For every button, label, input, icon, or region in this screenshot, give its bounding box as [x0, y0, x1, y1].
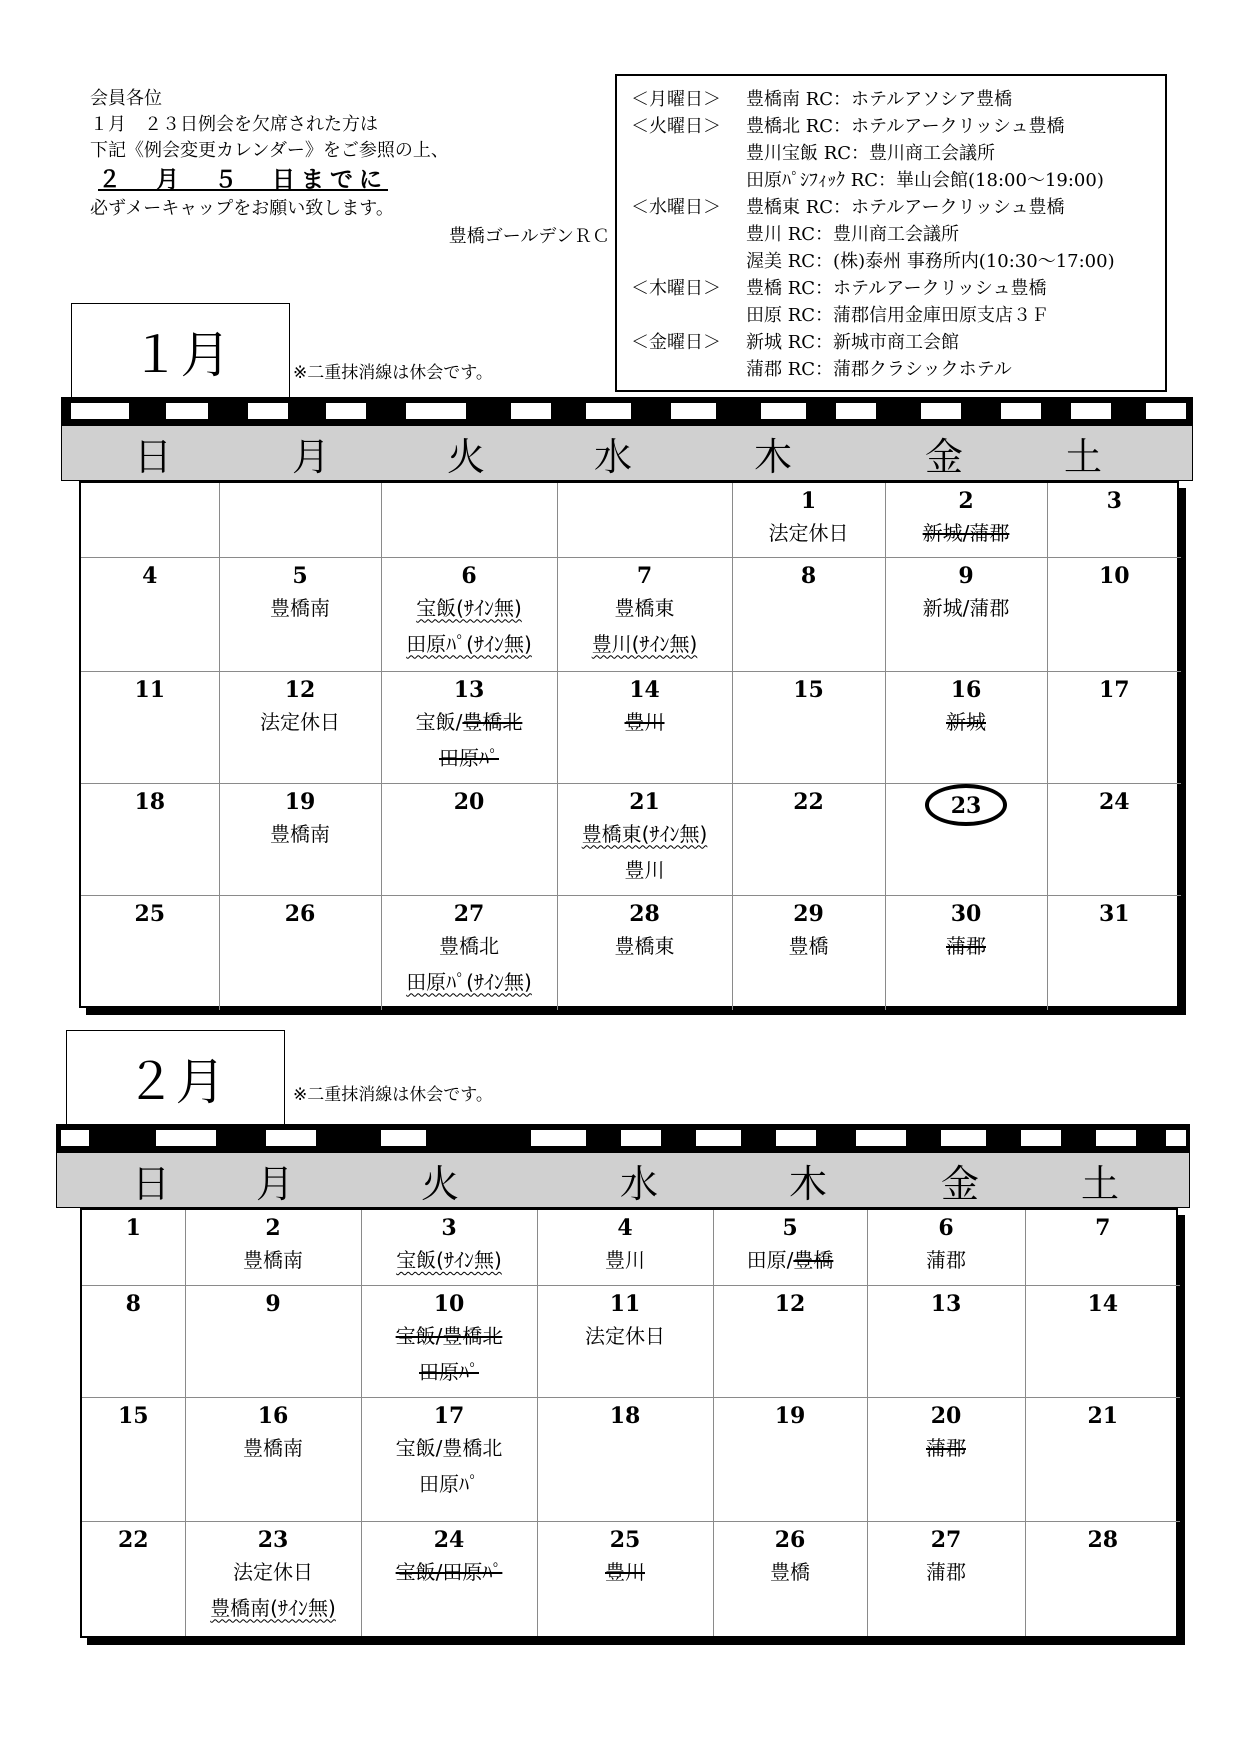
february-grid — [80, 1208, 1178, 1638]
weekday-wed: 水 — [619, 1162, 659, 1206]
venue-row — [631, 113, 1153, 140]
day-cell — [732, 783, 885, 895]
day-number: 25 — [609, 1526, 641, 1553]
january-calendar — [61, 397, 1193, 1014]
day-cell — [537, 1397, 713, 1521]
february-table — [82, 1210, 1180, 1636]
day-number: 20 — [930, 1402, 962, 1429]
day-number: 2 — [265, 1215, 281, 1241]
venue-row — [631, 140, 1153, 167]
day-cell — [885, 557, 1047, 671]
club-venue-box — [615, 74, 1167, 392]
day-cell — [1047, 671, 1181, 783]
january-grid — [79, 481, 1179, 1008]
day-number: 8 — [800, 562, 817, 589]
venue-row — [631, 248, 1153, 275]
event: 豊橋南 — [243, 1435, 303, 1460]
venue-text: 蒲郡 RC：蒲郡クラシックホテル — [746, 359, 1012, 380]
day-cell — [219, 483, 381, 557]
weekday-wed: 水 — [593, 435, 633, 479]
notice-text — [90, 86, 610, 250]
day-cell — [1047, 557, 1181, 671]
event: 豊川 — [605, 1248, 645, 1272]
day-number: 22 — [117, 1526, 149, 1553]
day-number: 12 — [774, 1290, 806, 1317]
event: 法定休日 — [260, 709, 340, 734]
notice-line-4: 必ずメーキャップをお願い致します。 — [90, 198, 394, 219]
event-no-sign: 豊橋南(ｻｲﾝ無) — [210, 1595, 336, 1620]
day-number: 26 — [284, 900, 316, 927]
event: 豊橋南 — [270, 595, 330, 620]
event-cancelled: 豊川 — [624, 709, 665, 734]
event: 宝飯/ — [415, 709, 463, 734]
weekday-label: ＜月曜日＞ — [631, 89, 721, 110]
day-number: 19 — [284, 788, 316, 815]
event-no-sign: 豊橋東(ｻｲﾝ無) — [581, 821, 708, 846]
day-cell — [732, 557, 885, 671]
notice-line-1: 会員各位 — [90, 88, 162, 109]
event-cancelled: 新城 — [946, 709, 986, 734]
day-cell — [867, 1210, 1025, 1285]
day-cell — [81, 895, 219, 1010]
day-cell — [867, 1397, 1025, 1521]
day-number: 25 — [134, 900, 166, 927]
day-cell — [867, 1521, 1025, 1636]
day-cell — [82, 1210, 185, 1285]
day-cell — [713, 1521, 867, 1636]
event-cancelled: 宝飯/豊橋北 — [395, 1323, 503, 1348]
day-number: 12 — [284, 676, 316, 703]
february-note: ※二重抹消線は休会です。 — [293, 1085, 493, 1105]
day-cell — [537, 1210, 713, 1285]
day-cell — [81, 557, 219, 671]
day-cell — [1025, 1285, 1180, 1397]
venue-text: 豊橋南 RC：ホテルアソシア豊橋 — [746, 89, 1013, 110]
event-no-sign: 宝飯(ｻｲﾝ無) — [396, 1248, 502, 1272]
day-number: 22 — [793, 788, 824, 815]
weekday-label: ＜水曜日＞ — [631, 197, 721, 218]
day-number: 23 — [257, 1526, 289, 1553]
event-cancelled: 蒲郡 — [926, 1435, 966, 1460]
weekday-sat: 土 — [1080, 1162, 1120, 1206]
venue-text: 豊橋 RC：ホテルアークリッシュ豊橋 — [746, 278, 1047, 299]
day-cell — [537, 1521, 713, 1636]
day-cell — [381, 783, 557, 895]
day-cell — [1047, 483, 1181, 557]
day-cell — [381, 895, 557, 1010]
day-cell — [219, 895, 381, 1010]
notice-line-2: １月 ２３日例会を欠席された方は — [90, 114, 378, 135]
day-number: 15 — [117, 1402, 149, 1429]
january-note: ※二重抹消線は休会です。 — [293, 363, 493, 383]
venue-row — [631, 302, 1153, 329]
decorative-stripe — [61, 397, 1193, 425]
day-cell — [82, 1397, 185, 1521]
venue-row — [631, 356, 1153, 383]
day-number: 17 — [433, 1402, 465, 1429]
event: 法定休日 — [585, 1323, 665, 1348]
event: 田原/ — [746, 1248, 794, 1272]
event-cancelled: 蒲郡 — [946, 933, 986, 958]
day-cell — [885, 671, 1047, 783]
day-number: 6 — [461, 562, 477, 589]
day-number: 4 — [617, 1215, 633, 1241]
venue-text: 豊川宝飯 RC：豊川商工会議所 — [746, 143, 996, 164]
event: 新城/蒲郡 — [922, 595, 1010, 620]
day-cell — [557, 895, 732, 1010]
day-cell — [1047, 895, 1181, 1010]
day-cell — [361, 1210, 537, 1285]
event-no-sign: 豊川(ｻｲﾝ無) — [591, 631, 698, 656]
day-number: 28 — [629, 900, 660, 927]
week-row — [82, 1397, 1180, 1521]
day-number: 30 — [950, 900, 982, 927]
week-row — [81, 895, 1181, 1010]
event-no-sign: 田原ﾊﾟ(ｻｲﾝ無) — [406, 631, 532, 656]
event: 田原ﾊﾟ — [419, 1471, 479, 1496]
event: 豊橋 — [770, 1559, 810, 1584]
event-no-sign: 田原ﾊﾟ(ｻｲﾝ無) — [406, 969, 532, 994]
day-number: 13 — [930, 1290, 962, 1317]
day-number: 18 — [134, 788, 166, 815]
day-cell — [81, 483, 219, 557]
venue-row — [631, 86, 1153, 113]
highlighted-day: 23 — [925, 784, 1008, 826]
day-cell — [885, 783, 1047, 895]
venue-text: 田原ﾊﾟｼﾌｨｯｸ RC：崋山会館(18:00～19:00) — [746, 170, 1104, 191]
day-number: 7 — [1095, 1215, 1111, 1241]
venue-text: 田原 RC：蒲郡信用金庫田原支店３Ｆ — [746, 305, 1050, 326]
week-row — [81, 483, 1181, 557]
venue-text: 新城 RC：新城市商工会館 — [746, 332, 960, 353]
event: 豊橋東 — [614, 933, 675, 958]
day-cell — [885, 483, 1047, 557]
week-row — [82, 1210, 1180, 1285]
day-cell — [361, 1521, 537, 1636]
day-cell — [219, 783, 381, 895]
day-number: 24 — [433, 1526, 465, 1553]
day-number: 11 — [609, 1290, 641, 1317]
day-number: 17 — [1098, 676, 1130, 703]
event: 豊橋南 — [270, 821, 330, 846]
day-cell — [1025, 1210, 1180, 1285]
day-cell — [885, 895, 1047, 1010]
january-table — [81, 483, 1181, 1010]
venue-text: 豊橋東 RC：ホテルアークリッシュ豊橋 — [746, 197, 1065, 218]
day-number: 31 — [1098, 900, 1130, 927]
event-cancelled: 宝飯/田原ﾊﾟ — [395, 1559, 503, 1584]
event-cancelled: 豊橋 — [793, 1248, 834, 1272]
day-number: 14 — [1087, 1290, 1119, 1317]
day-cell — [81, 671, 219, 783]
day-number: 24 — [1098, 788, 1130, 815]
day-number: 9 — [265, 1290, 281, 1317]
day-number: 16 — [257, 1402, 289, 1429]
day-cell — [1047, 783, 1181, 895]
weekday-sun: 日 — [131, 1162, 171, 1206]
venue-row — [631, 275, 1153, 302]
day-cell — [713, 1397, 867, 1521]
day-cell — [185, 1285, 361, 1397]
week-row — [81, 783, 1181, 895]
event-cancelled: 田原ﾊﾟ — [419, 1359, 479, 1384]
weekday-label: ＜火曜日＞ — [631, 116, 721, 137]
day-cell — [219, 671, 381, 783]
day-number: 19 — [774, 1402, 806, 1429]
day-cell — [557, 783, 732, 895]
day-cell — [185, 1210, 361, 1285]
weekday-label: ＜木曜日＞ — [631, 278, 721, 299]
event: 宝飯/豊橋北 — [395, 1435, 503, 1460]
day-number: 29 — [793, 900, 824, 927]
day-cell — [1025, 1521, 1180, 1636]
event: 法定休日 — [233, 1559, 313, 1584]
week-row — [82, 1521, 1180, 1636]
day-number: 18 — [609, 1402, 641, 1429]
day-number: 3 — [1106, 488, 1122, 514]
venue-row — [631, 194, 1153, 221]
day-number: 11 — [134, 676, 166, 703]
event-cancelled: 豊橋北 — [462, 709, 523, 734]
day-number: 16 — [950, 676, 982, 703]
venue-text: 渥美 RC：(株)泰州 事務所内(10:30～17:00) — [746, 251, 1115, 272]
day-number: 10 — [1098, 562, 1130, 589]
event: 豊川 — [624, 857, 665, 882]
day-number: 7 — [636, 562, 653, 589]
day-number: 21 — [629, 788, 660, 815]
day-cell — [81, 783, 219, 895]
day-cell — [381, 557, 557, 671]
day-number: 9 — [958, 562, 974, 589]
venue-text: 豊川 RC：豊川商工会議所 — [746, 224, 960, 245]
week-row — [82, 1285, 1180, 1397]
day-number: 1 — [800, 488, 817, 514]
day-cell — [557, 671, 732, 783]
day-number: 20 — [453, 788, 485, 815]
day-number: 8 — [125, 1290, 141, 1317]
day-cell — [381, 671, 557, 783]
weekday-fri: 金 — [924, 435, 964, 479]
weekday-mon: 月 — [291, 435, 331, 479]
day-number: 28 — [1087, 1526, 1119, 1553]
event-cancelled: 新城/蒲郡 — [922, 521, 1010, 545]
day-cell — [557, 483, 732, 557]
event: 豊橋東 — [614, 595, 675, 620]
day-cell — [185, 1521, 361, 1636]
event: 豊橋南 — [243, 1248, 303, 1272]
weekday-sat: 土 — [1063, 435, 1103, 479]
day-number: 1 — [125, 1215, 141, 1241]
event: 蒲郡 — [926, 1559, 966, 1584]
february-calendar — [56, 1124, 1190, 1644]
day-number: 14 — [629, 676, 660, 703]
day-number: 13 — [453, 676, 485, 703]
day-cell — [361, 1285, 537, 1397]
event: 豊橋北 — [439, 933, 499, 958]
day-cell — [361, 1397, 537, 1521]
weekday-fri: 金 — [940, 1162, 980, 1206]
venue-row — [631, 167, 1153, 194]
weekday-mon: 月 — [255, 1162, 295, 1206]
weekday-label: ＜金曜日＞ — [631, 332, 721, 353]
signature: 豊橋ゴールデンＲＣ — [448, 226, 610, 247]
weekday-header — [56, 1152, 1190, 1208]
day-cell — [732, 895, 885, 1010]
deadline: ２ 月 ５ 日までに — [98, 167, 388, 193]
day-number: 6 — [938, 1215, 954, 1241]
week-row — [81, 671, 1181, 783]
day-cell — [82, 1521, 185, 1636]
day-number: 3 — [441, 1215, 457, 1241]
day-number: 4 — [142, 562, 158, 589]
day-cell — [537, 1285, 713, 1397]
event-no-sign: 宝飯(ｻｲﾝ無) — [416, 595, 522, 620]
day-cell — [219, 557, 381, 671]
day-cell — [732, 671, 885, 783]
day-number: 26 — [774, 1526, 806, 1553]
day-cell — [732, 483, 885, 557]
event-cancelled: 田原ﾊﾟ — [439, 745, 499, 770]
weekday-tue: 火 — [420, 1162, 460, 1206]
week-row — [81, 557, 1181, 671]
day-number: 2 — [958, 488, 974, 514]
venue-row — [631, 221, 1153, 248]
day-number: 21 — [1087, 1402, 1119, 1429]
day-cell — [713, 1285, 867, 1397]
weekday-thu: 木 — [788, 1162, 828, 1206]
event: 蒲郡 — [926, 1248, 966, 1272]
day-number: 27 — [930, 1526, 962, 1553]
decorative-stripe — [56, 1124, 1190, 1152]
weekday-sun: 日 — [133, 435, 173, 479]
day-number: 15 — [793, 676, 824, 703]
venue-text: 豊橋北 RC：ホテルアークリッシュ豊橋 — [746, 116, 1065, 137]
venue-row — [631, 329, 1153, 356]
weekday-header — [61, 425, 1193, 481]
day-number: 5 — [782, 1215, 798, 1241]
day-cell — [1025, 1397, 1180, 1521]
weekday-tue: 火 — [446, 435, 486, 479]
day-cell — [713, 1210, 867, 1285]
day-cell — [867, 1285, 1025, 1397]
january-tab: １月 — [71, 303, 290, 397]
event: 豊橋 — [788, 933, 829, 958]
day-cell — [82, 1285, 185, 1397]
day-number: 27 — [453, 900, 485, 927]
day-cell — [381, 483, 557, 557]
day-cell — [557, 557, 732, 671]
weekday-thu: 木 — [753, 435, 793, 479]
event-cancelled: 豊川 — [605, 1559, 645, 1584]
day-number: 5 — [292, 562, 308, 589]
day-cell — [185, 1397, 361, 1521]
day-number: 10 — [433, 1290, 465, 1317]
notice-line-3: 下記《例会変更カレンダー》をご参照の上、 — [90, 140, 449, 161]
february-tab: ２月 — [66, 1030, 285, 1124]
event: 法定休日 — [768, 521, 849, 545]
